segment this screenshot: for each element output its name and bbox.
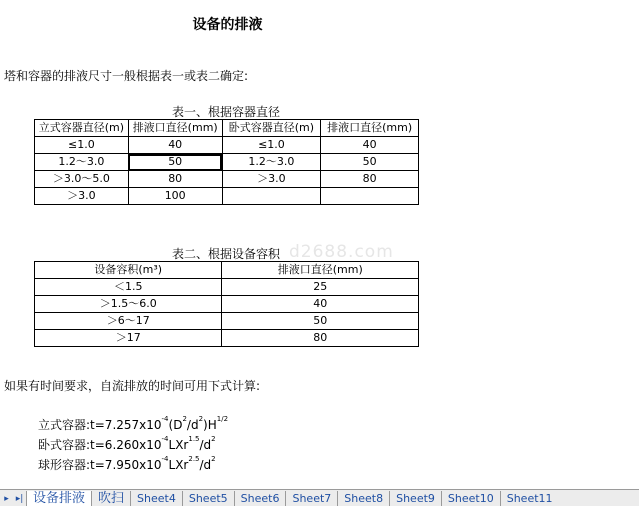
table-cell[interactable]: 1.2～3.0: [222, 154, 321, 171]
formula-horizontal: [38, 436, 216, 453]
formula-exp: -4: [161, 415, 169, 423]
formula-part: /d: [199, 438, 212, 452]
table-row: [35, 296, 419, 313]
sheet-tab-active[interactable]: 设备排液: [26, 491, 91, 506]
table2-header-row: [35, 262, 419, 279]
formula-exp: 2.5: [188, 455, 200, 463]
table-cell[interactable]: ＞1.5～6.0: [35, 296, 222, 313]
table-cell[interactable]: 50: [321, 154, 419, 171]
table-cell[interactable]: ＞3.0: [35, 188, 129, 205]
table-cell[interactable]: ＞3.0～5.0: [35, 171, 129, 188]
drain-time-note: 如果有时间要求，自流排放的时间可用下式计算:: [4, 379, 261, 393]
table-row: [35, 330, 419, 347]
intro-text: 塔和容器的排液尺寸一般根据表一或表二确定:: [4, 69, 249, 83]
formula-exp: 2: [198, 415, 204, 423]
table-cell[interactable]: ＜1.5: [35, 279, 222, 296]
page-title: 设备的排液: [192, 17, 263, 33]
table1-header-cell[interactable]: 卧式容器直径(m): [222, 120, 321, 137]
formula-part: LXr: [168, 458, 189, 472]
table-cell[interactable]: ＞3.0: [222, 171, 321, 188]
table1-caption: 表一、根据容器直径: [171, 105, 280, 119]
sheet-tab[interactable]: Sheet5: [182, 491, 234, 506]
table-cell[interactable]: 1.2～3.0: [35, 154, 129, 171]
table-row: [35, 171, 419, 188]
table-cell[interactable]: 80: [128, 171, 222, 188]
selected-cell[interactable]: 50: [128, 154, 222, 171]
formula-part: )H: [203, 418, 217, 432]
table1-header-cell[interactable]: 排液口直径(mm): [128, 120, 222, 137]
formula-label: 卧式容器:: [38, 438, 91, 452]
table1-header-cell[interactable]: 立式容器直径(m): [35, 120, 129, 137]
table2-caption: 表二、根据设备容积: [171, 247, 280, 261]
table-cell[interactable]: ≤1.0: [222, 137, 321, 154]
table-cell[interactable]: [321, 188, 419, 205]
table-cell[interactable]: 100: [128, 188, 222, 205]
watermark: d2688.com: [289, 242, 394, 262]
table2-header-cell[interactable]: 排液口直径(mm): [222, 262, 419, 279]
sheet-tab[interactable]: Sheet10: [441, 491, 500, 506]
table2-header-cell[interactable]: 设备容积(m³): [35, 262, 222, 279]
last-sheet-icon[interactable]: ▸|: [15, 493, 24, 504]
formula-exp: 2: [211, 435, 216, 443]
table-row: [35, 188, 419, 205]
formula-part: (D: [168, 418, 183, 432]
table-row: [35, 154, 419, 171]
formula-part: t=7.950x10: [90, 458, 162, 472]
formula-sphere: [38, 456, 216, 473]
table-cell[interactable]: 25: [222, 279, 419, 296]
table-cell[interactable]: ≤1.0: [35, 137, 129, 154]
sheet-tab[interactable]: Sheet8: [337, 491, 389, 506]
sheet-tab[interactable]: Sheet4: [130, 491, 182, 506]
table-cell[interactable]: ＞17: [35, 330, 222, 347]
formula-exp: 1/2: [216, 415, 229, 423]
formula-exp: 2: [182, 415, 187, 423]
table-cell[interactable]: 40: [222, 296, 419, 313]
sheet-tab[interactable]: Sheet9: [389, 491, 441, 506]
table2: [34, 261, 419, 347]
table-cell[interactable]: ＞6～17: [35, 313, 222, 330]
formula-exp: -4: [161, 455, 169, 463]
table-row: [35, 279, 419, 296]
formula-part: /d: [199, 458, 212, 472]
table-cell[interactable]: 50: [222, 313, 419, 330]
sheet-tab-bar: [0, 489, 639, 506]
table-cell[interactable]: 40: [128, 137, 222, 154]
formula-part: t=6.260x10: [90, 438, 162, 452]
sheet-tab[interactable]: Sheet11: [500, 491, 559, 506]
table-row: [35, 313, 419, 330]
formula-vertical: [38, 416, 228, 433]
sheet-tab[interactable]: Sheet6: [234, 491, 286, 506]
formula-label: 立式容器:: [38, 418, 91, 432]
table-cell[interactable]: 40: [321, 137, 419, 154]
formula-label: 球形容器:: [38, 458, 91, 472]
table-cell[interactable]: [222, 188, 321, 205]
table1: [34, 119, 419, 205]
table-cell[interactable]: 80: [222, 330, 419, 347]
table-cell[interactable]: 80: [321, 171, 419, 188]
sheet-tab[interactable]: Sheet7: [285, 491, 337, 506]
formula-part: /d: [186, 418, 199, 432]
formula-exp: -4: [161, 435, 169, 443]
formula-exp: 1.5: [188, 435, 200, 443]
formula-part: t=7.257x10: [90, 418, 162, 432]
formula-part: LXr: [168, 438, 189, 452]
table-row: [35, 137, 419, 154]
sheet-tab[interactable]: 吹扫: [91, 491, 130, 506]
table1-header-row: [35, 120, 419, 137]
formula-exp: 2: [211, 455, 216, 463]
table1-header-cell[interactable]: 排液口直径(mm): [321, 120, 419, 137]
next-sheet-icon[interactable]: ▸: [4, 493, 9, 504]
